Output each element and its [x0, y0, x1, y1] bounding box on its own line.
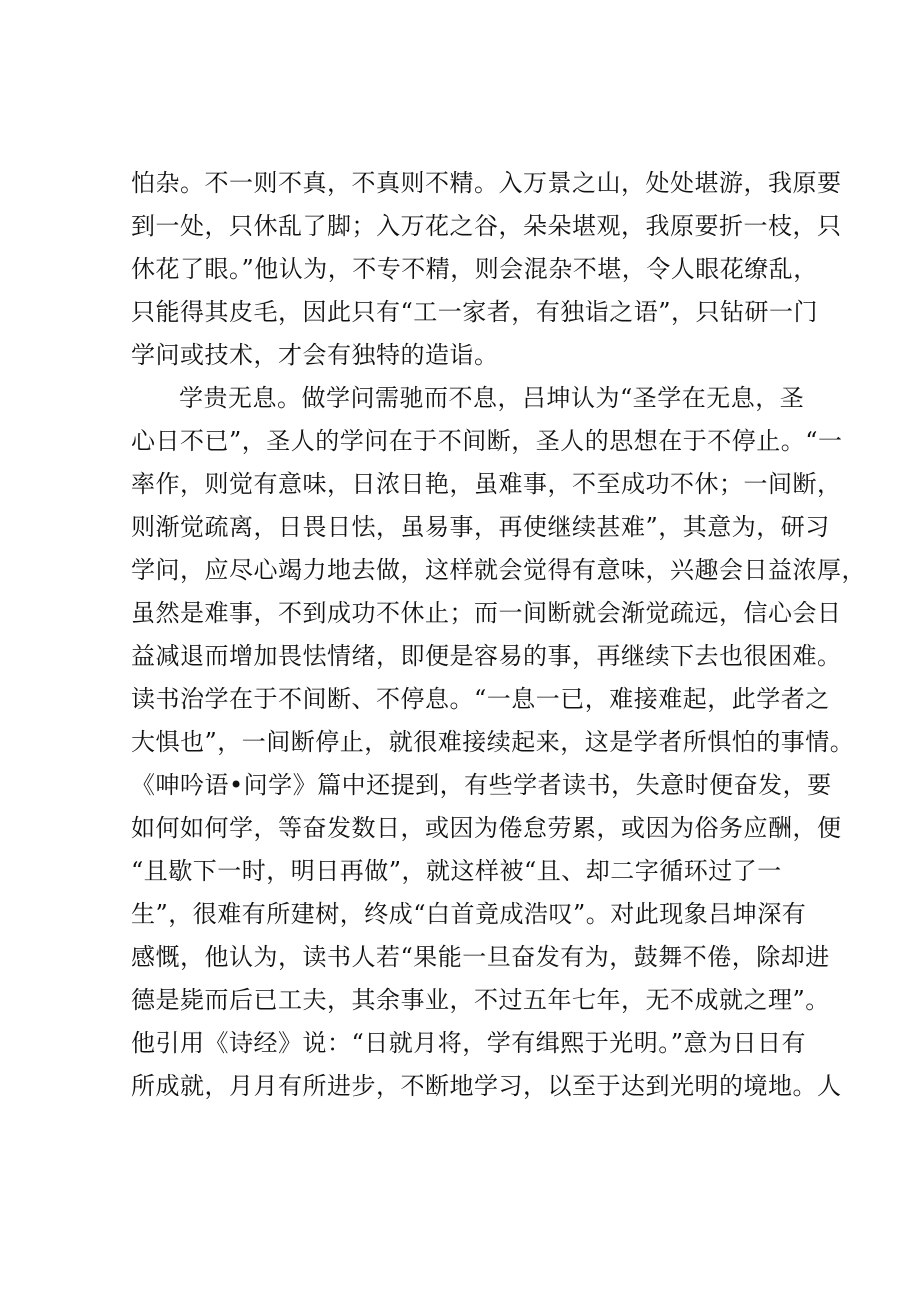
- text-line: 《呻吟语•问学》篇中还提到，有些学者读书，失意时便奋发，要: [131, 771, 832, 799]
- text-line: 虽然是难事，不到成功不休止；而一间断就会渐觉疏远，信心会日: [131, 599, 842, 627]
- text-line: 益减退而增加畏怯情绪，即便是容易的事，再继续下去也很困难。: [131, 642, 842, 670]
- text-line: 率作，则觉有意味，日浓日艳，虽难事，不至成功不休；一间断，: [131, 470, 842, 498]
- text-line: 如何如何学，等奋发数日，或因为倦怠劳累，或因为俗务应酬，便: [131, 814, 842, 842]
- text-line: 学贵无息。做学问需驰而不息，吕坤认为“圣学在无息，圣: [179, 384, 805, 412]
- text-line: 怕杂。不一则不真，不真则不精。入万景之山，处处堪游，我原要: [131, 169, 842, 197]
- text-line: 心日不已”，圣人的学问在于不间断，圣人的思想在于不停止。“一: [131, 427, 843, 455]
- text-line: 学问或技术，才会有独特的造诣。: [131, 341, 499, 369]
- text-line: 只能得其皮毛，因此只有“工一家者，有独诣之语”，只钻研一门: [131, 298, 819, 326]
- text-line: 读书治学在于不间断、不停息。“一息一已，难接难起，此学者之: [131, 685, 830, 713]
- text-line: 感慨，他认为，读书人若“果能一旦奋发有为，鼓舞不倦，除却进: [131, 943, 830, 971]
- text-line: “且歇下一时，明日再做”，就这样被“且、却二字循环过了一: [131, 857, 782, 885]
- text-line: 到一处，只休乱了脚；入万花之谷，朵朵堪观，我原要折一枝，只: [131, 212, 842, 240]
- text-line: 则渐觉疏离，日畏日怯，虽易事，再使继续甚难”，其意为，研习: [131, 513, 830, 541]
- text-line: 学问，应尽心竭力地去做，这样就会觉得有意味，兴趣会日益浓厚，: [131, 556, 866, 584]
- text-line: 所成就，月月有所进步，不断地学习，以至于达到光明的境地。人: [131, 1072, 842, 1100]
- text-line: 生”，很难有所建树，终成“白首竟成浩叹”。对此现象吕坤深有: [131, 900, 807, 928]
- text-line: 他引用《诗经》说：“日就月将，学有缉熙于光明。”意为日日有: [131, 1029, 807, 1057]
- text-line: 德是毙而后已工夫，其余事业，不过五年七年，无不成就之理”。: [131, 986, 830, 1014]
- text-line: 休花了眼。”他认为，不专不精，则会混杂不堪，令人眼花缭乱，: [131, 255, 818, 283]
- text-line: 大惧也”，一间断停止，就很难接续起来，这是学者所惧怕的事情。: [131, 728, 855, 756]
